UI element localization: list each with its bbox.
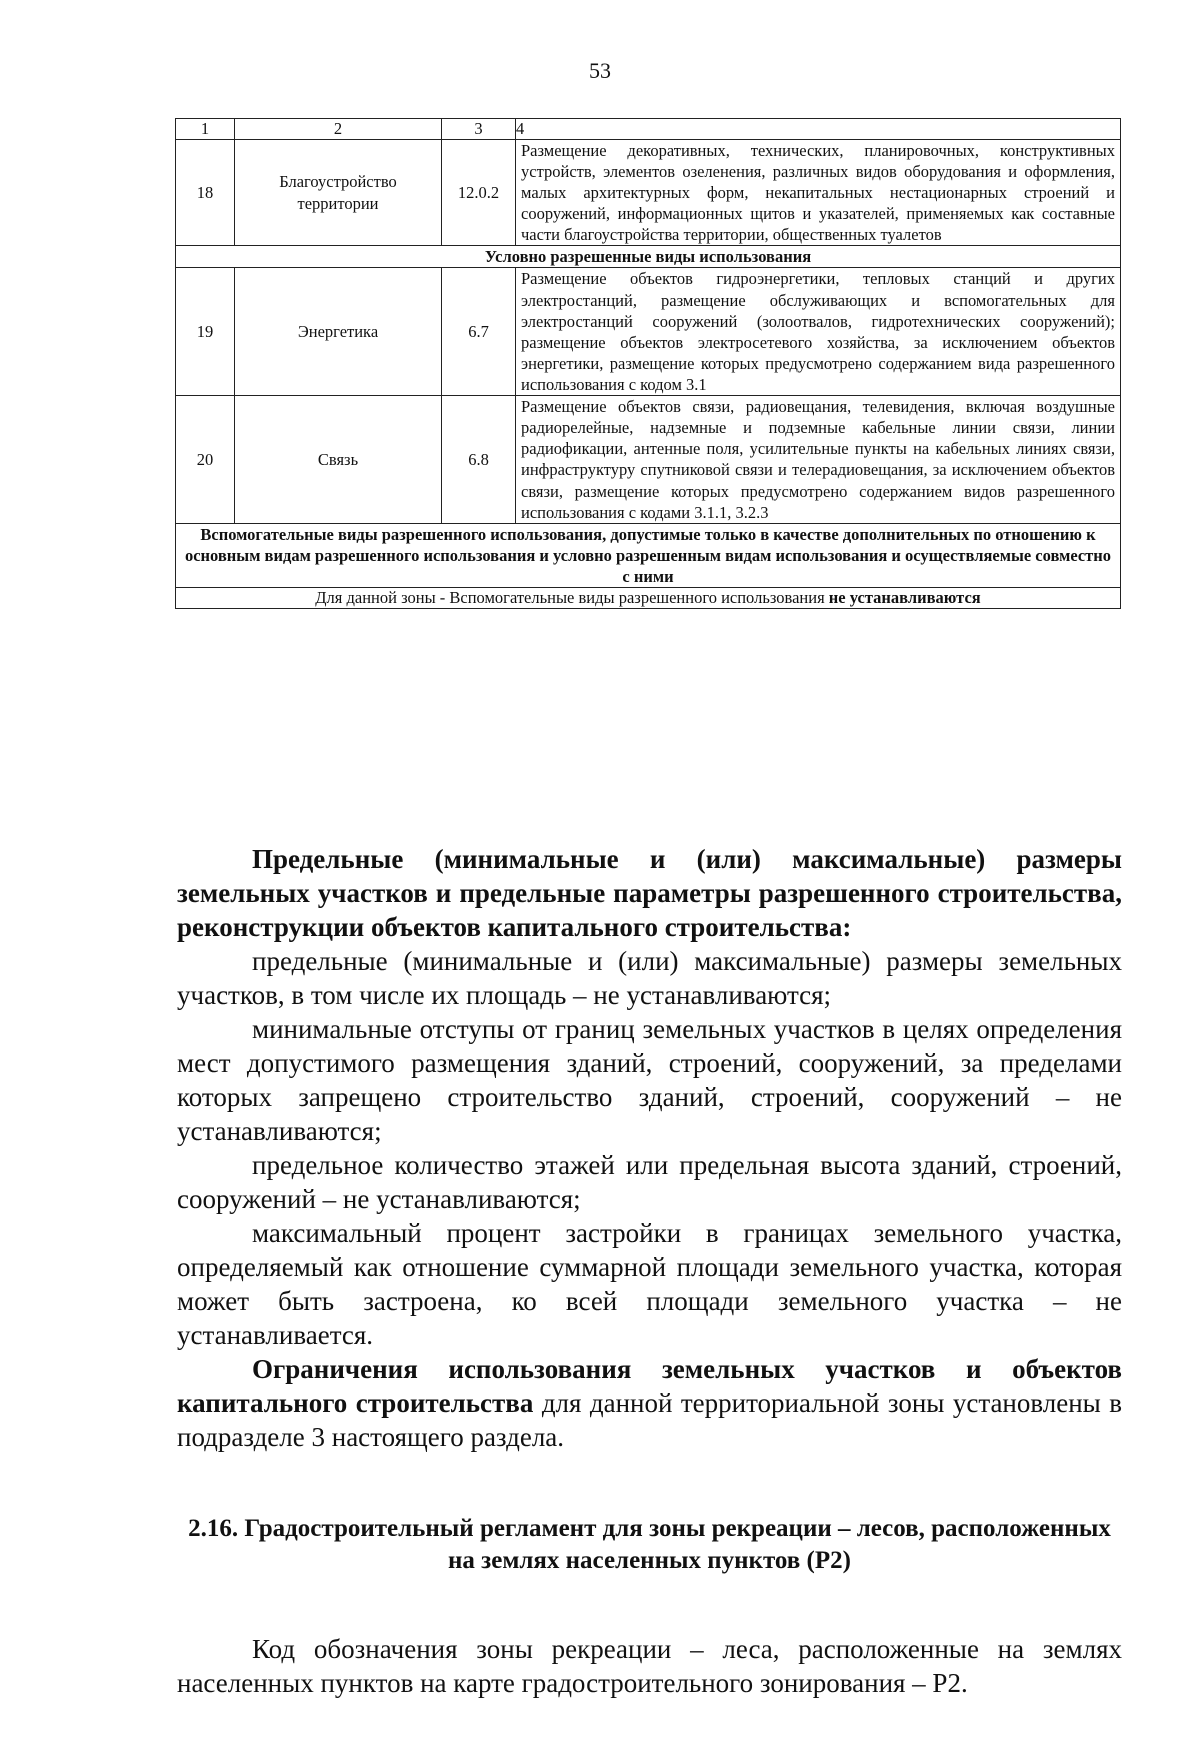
column-header-1: 1 <box>176 119 235 140</box>
row-number: 19 <box>176 268 235 396</box>
page-number: 53 <box>589 58 611 83</box>
section-title: 2.16. Градостроительный регламент для зоны рекреации – лесов, расположенных на землях населенных пунктов (Р2) <box>188 1515 1111 1574</box>
use-description: Размещение объектов гидроэнергетики, тепловых станций и других электростанций, размещение обслуживающих и вспомогательных для электростанций сооружений (золоотвалов, гидротехнических сооружений); размещение объектов электросетевого хозяйства, за исключением объектов энергетики, размещение которых предусмотрено содержанием вида разрешенного использования с кодом 3.1 <box>516 268 1121 396</box>
limits-heading: Предельные (минимальные и (или) максимальные) размеры земельных участков и предельные параметры разрешенного строительства, реконструкции объектов капитального строительства: <box>177 844 1122 942</box>
limits-text <box>177 842 1122 1454</box>
use-name: Связь <box>235 396 442 524</box>
auxiliary-note-bold: не устанавливаются <box>828 588 981 608</box>
use-name: Энергетика <box>235 268 442 396</box>
table-header-row <box>176 119 1121 140</box>
use-code: 6.8 <box>442 396 516 524</box>
note-row <box>176 588 1121 609</box>
section-row <box>176 523 1121 587</box>
column-header-4: 4 <box>516 119 1121 140</box>
limits-paragraph: предельное количество этажей или предельная высота зданий, строений, сооружений – не устанавливаются; <box>177 1150 1122 1214</box>
auxiliary-uses-note <box>176 588 1121 609</box>
restrictions-rest: для данной территориальной зоны установлены в подразделе 3 настоящего раздела. <box>177 1388 1122 1452</box>
use-description: Размещение объектов связи, радиовещания, телевидения, включая воздушные радиорелейные, надземные и подземные кабельные линии связи, линии радиофикации, антенные поля, усилительные пункты на кабельных линиях связи, инфраструктуру спутниковой связи и телерадиовещания, за исключением объектов связи, размещение которых предусмотрено содержанием видов разрешенного использования с кодами 3.1.1, 3.2.3 <box>516 396 1121 524</box>
conditional-uses-header: Условно разрешенные виды использования <box>176 246 1121 268</box>
permitted-use-table <box>175 118 1121 609</box>
auxiliary-uses-header: Вспомогательные виды разрешенного использования, допустимые только в качестве дополнительных по отношению к основным видам разрешенного использования и условно разрешенным видам использования и осуществляемые совместно с ними <box>176 523 1121 587</box>
table-row <box>176 396 1121 524</box>
zone-code-paragraph: Код обозначения зоны рекреации – леса, расположенные на землях населенных пунктов на карте градостроительного зонирования – Р2. <box>177 1634 1122 1698</box>
section-row <box>176 246 1121 268</box>
restrictions-paragraph <box>177 1352 1122 1454</box>
use-code: 12.0.2 <box>442 139 516 246</box>
auxiliary-note-prefix: Для данной зоны - Вспомогательные виды разрешенного использования <box>315 588 825 608</box>
row-number: 18 <box>176 139 235 246</box>
column-header-2: 2 <box>235 119 442 140</box>
use-description: Размещение декоративных, технических, планировочных, конструктивных устройств, элементов озеленения, различных видов оборудования и оформления, малых архитектурных форм, некапитальных нестационарных строений и сооружений, информационных щитов и указателей, применяемых как составные части благоустройства территории, общественных туалетов <box>516 139 1121 246</box>
use-code: 6.7 <box>442 268 516 396</box>
row-number: 20 <box>176 396 235 524</box>
limits-paragraph: максимальный процент застройки в границах земельного участка, определяемый как отношение суммарной площади земельного участка, которая может быть застроена, ко всей площади земельного участка – не устанавливается. <box>177 1218 1122 1350</box>
limits-paragraph: предельные (минимальные и (или) максимальные) размеры земельных участков, в том числе их площадь – не устанавливаются; <box>177 946 1122 1010</box>
table-row <box>176 139 1121 246</box>
column-header-3: 3 <box>442 119 516 140</box>
restrictions-bold: Ограничения использования земельных участков и объектов капитального строительства <box>177 1354 1122 1418</box>
table-row <box>176 268 1121 396</box>
use-name: Благоустройство территории <box>235 139 442 246</box>
limits-paragraph: минимальные отступы от границ земельных участков в целях определения мест допустимого размещения зданий, строений, сооружений, за пределами которых запрещено строительство зданий, строений, сооружений – не устанавливаются; <box>177 1014 1122 1146</box>
